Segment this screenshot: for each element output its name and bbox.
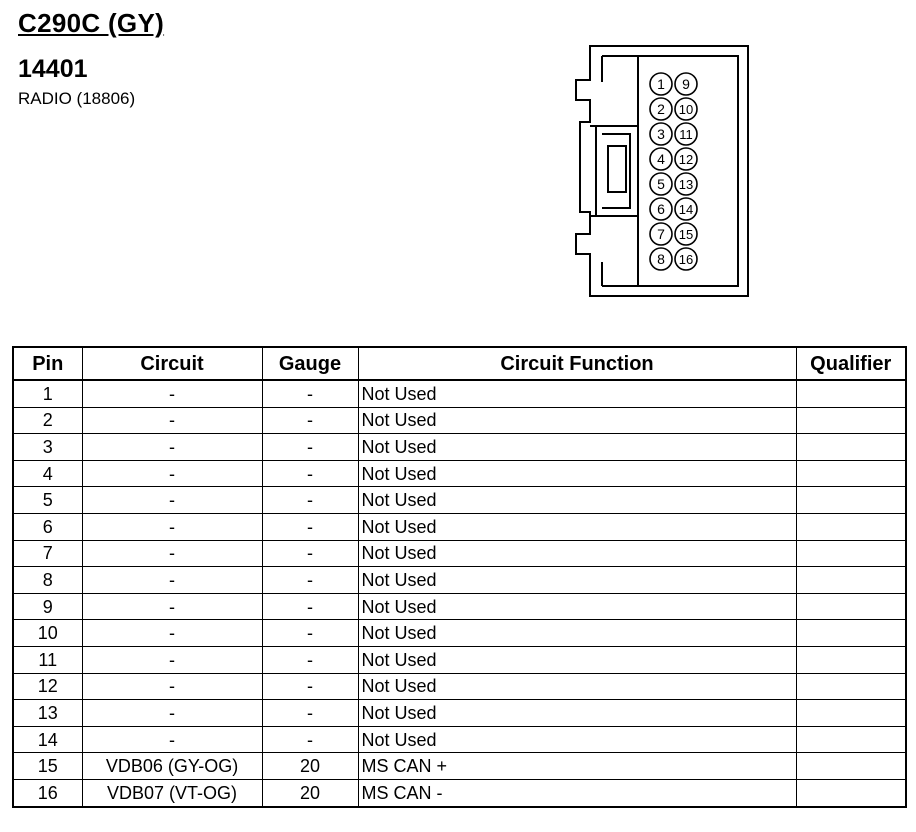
pin-cell: 6 xyxy=(13,513,82,540)
pin-cell: 13 xyxy=(13,700,82,727)
table-row xyxy=(13,460,906,487)
circuit-function-cell: MS CAN + xyxy=(358,753,796,780)
circuit-cell: - xyxy=(82,726,262,753)
table-row xyxy=(13,673,906,700)
gauge-cell: - xyxy=(262,646,358,673)
pin-cell: 5 xyxy=(13,487,82,514)
pin-cell: 16 xyxy=(13,779,82,806)
table-row xyxy=(13,779,906,806)
circuit-function-cell: Not Used xyxy=(358,567,796,594)
gauge-cell: - xyxy=(262,513,358,540)
qualifier-cell xyxy=(796,646,906,673)
table-row xyxy=(13,593,906,620)
pin-number-label: 1 xyxy=(657,76,665,92)
table-row xyxy=(13,513,906,540)
gauge-cell: 20 xyxy=(262,779,358,806)
header-qualifier: Qualifier xyxy=(796,347,906,380)
connector-face-diagram xyxy=(560,42,750,302)
circuit-function-cell: Not Used xyxy=(358,434,796,461)
circuit-cell: - xyxy=(82,513,262,540)
table-row xyxy=(13,567,906,594)
pin-number-label: 6 xyxy=(657,201,665,217)
pinout-table-body xyxy=(13,380,906,807)
circuit-function-cell: Not Used xyxy=(358,673,796,700)
pin-cell: 11 xyxy=(13,646,82,673)
qualifier-cell xyxy=(796,567,906,594)
header-circuit-function: Circuit Function xyxy=(358,347,796,380)
circuit-cell: - xyxy=(82,434,262,461)
gauge-cell: - xyxy=(262,434,358,461)
table-row xyxy=(13,434,906,461)
pin-cell: 14 xyxy=(13,726,82,753)
circuit-function-cell: Not Used xyxy=(358,593,796,620)
pin-number-label: 9 xyxy=(682,76,690,92)
circuit-cell: - xyxy=(82,460,262,487)
pin-cell: 1 xyxy=(13,380,82,407)
pin-number-label: 15 xyxy=(678,227,694,242)
circuit-cell: - xyxy=(82,567,262,594)
circuit-cell: VDB06 (GY-OG) xyxy=(82,753,262,780)
pin-cavities xyxy=(650,73,697,270)
table-row xyxy=(13,753,906,780)
connector-latch xyxy=(590,126,638,216)
circuit-cell: - xyxy=(82,620,262,647)
qualifier-cell xyxy=(796,673,906,700)
gauge-cell: - xyxy=(262,673,358,700)
pin-number-label: 4 xyxy=(657,151,665,167)
qualifier-cell xyxy=(796,726,906,753)
pin-cell: 10 xyxy=(13,620,82,647)
pin-number-label: 12 xyxy=(678,152,694,167)
gauge-cell: - xyxy=(262,567,358,594)
qualifier-cell xyxy=(796,487,906,514)
table-header-row xyxy=(13,347,906,380)
circuit-cell: - xyxy=(82,700,262,727)
pin-number-label: 2 xyxy=(657,101,665,117)
part-number: 14401 xyxy=(18,55,88,83)
table-row xyxy=(13,726,906,753)
pin-number-label: 16 xyxy=(678,252,694,267)
header-pin: Pin xyxy=(13,347,82,380)
pin-number-label: 8 xyxy=(657,251,665,267)
qualifier-cell xyxy=(796,407,906,434)
gauge-cell: - xyxy=(262,407,358,434)
gauge-cell: - xyxy=(262,593,358,620)
table-row xyxy=(13,540,906,567)
table-row xyxy=(13,407,906,434)
gauge-cell: - xyxy=(262,620,358,647)
circuit-cell: - xyxy=(82,380,262,407)
gauge-cell: - xyxy=(262,380,358,407)
header-gauge: Gauge xyxy=(262,347,358,380)
circuit-function-cell: Not Used xyxy=(358,407,796,434)
component-name: RADIO (18806) xyxy=(18,89,136,108)
gauge-cell: - xyxy=(262,487,358,514)
pin-number-label: 14 xyxy=(678,202,694,217)
qualifier-cell xyxy=(796,380,906,407)
pin-cell: 7 xyxy=(13,540,82,567)
pin-number-label: 11 xyxy=(679,127,693,142)
circuit-cell: VDB07 (VT-OG) xyxy=(82,779,262,806)
pin-cell: 8 xyxy=(13,567,82,594)
circuit-cell: - xyxy=(82,673,262,700)
pin-cell: 4 xyxy=(13,460,82,487)
circuit-function-cell: Not Used xyxy=(358,380,796,407)
circuit-cell: - xyxy=(82,593,262,620)
gauge-cell: - xyxy=(262,460,358,487)
qualifier-cell xyxy=(796,513,906,540)
connector-title: C290C (GY) xyxy=(18,8,165,38)
gauge-cell: 20 xyxy=(262,753,358,780)
table-row xyxy=(13,646,906,673)
circuit-cell: - xyxy=(82,646,262,673)
table-row xyxy=(13,620,906,647)
connector-latch-window xyxy=(608,146,626,192)
gauge-cell: - xyxy=(262,700,358,727)
circuit-function-cell: Not Used xyxy=(358,487,796,514)
gauge-cell: - xyxy=(262,540,358,567)
circuit-function-cell: Not Used xyxy=(358,700,796,727)
circuit-function-cell: Not Used xyxy=(358,513,796,540)
table-row xyxy=(13,487,906,514)
pin-number-label: 7 xyxy=(657,226,665,242)
circuit-function-cell: Not Used xyxy=(358,646,796,673)
qualifier-cell xyxy=(796,434,906,461)
pin-number-label: 10 xyxy=(678,102,694,117)
pin-cell: 12 xyxy=(13,673,82,700)
pin-number-label: 13 xyxy=(678,177,694,192)
pin-cell: 2 xyxy=(13,407,82,434)
qualifier-cell xyxy=(796,753,906,780)
table-row xyxy=(13,700,906,727)
qualifier-cell xyxy=(796,593,906,620)
qualifier-cell xyxy=(796,700,906,727)
pin-number-label: 3 xyxy=(657,126,665,142)
circuit-function-cell: Not Used xyxy=(358,726,796,753)
circuit-cell: - xyxy=(82,407,262,434)
pin-cell: 15 xyxy=(13,753,82,780)
circuit-function-cell: Not Used xyxy=(358,460,796,487)
circuit-function-cell: MS CAN - xyxy=(358,779,796,806)
table-row xyxy=(13,380,906,407)
pinout-table xyxy=(12,346,907,808)
pin-number-label: 5 xyxy=(657,176,665,192)
pin-cell: 3 xyxy=(13,434,82,461)
pin-cell: 9 xyxy=(13,593,82,620)
qualifier-cell xyxy=(796,779,906,806)
qualifier-cell xyxy=(796,460,906,487)
header-circuit: Circuit xyxy=(82,347,262,380)
circuit-function-cell: Not Used xyxy=(358,540,796,567)
circuit-cell: - xyxy=(82,540,262,567)
qualifier-cell xyxy=(796,620,906,647)
qualifier-cell xyxy=(796,540,906,567)
circuit-cell: - xyxy=(82,487,262,514)
gauge-cell: - xyxy=(262,726,358,753)
circuit-function-cell: Not Used xyxy=(358,620,796,647)
